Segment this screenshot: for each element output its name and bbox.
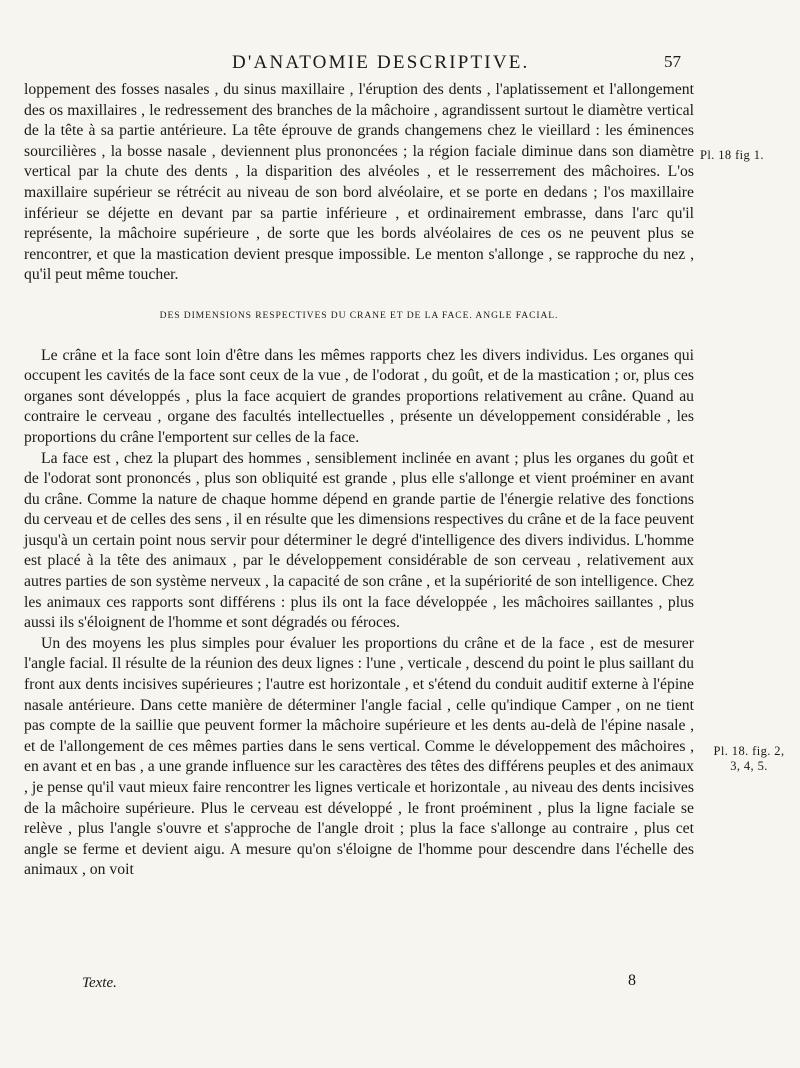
signature-number: 8	[628, 972, 636, 989]
paragraph: La face est , chez la plupart des hommes , sensiblement inclinée en avant ; plus les organes du goût et de l'odorat sont prononcés , plus son obliquité est grande , plus elle s'allonge et vient proéminer en avant du crâne. Comme la nature de chaque homme dépend en grande partie de l'énergie relative des fonctions du cerveau et de celles des sens , il en résulte que les dimensions respectives du crâne et de la face peuvent jusqu'à un certain point nous servir pour déterminer le degré d'intelligence des divers individus. L'homme est placé à la tête des animaux , par le développement considérable de son cerveau , relativement aux autres parties de son système nerveux , la capacité de son crâne , et la supériorité de son intelligence. Chez les animaux ces rapports sont différens : plus ils ont la face développée , les mâchoires saillantes , plus aussi ils s'éloignent de l'homme et sont dégradés ou féroces.	[24, 449, 694, 632]
running-title: D'ANATOMIE DESCRIPTIVE.	[232, 52, 530, 73]
section-heading: DES DIMENSIONS RESPECTIVES DU CRANE ET DE LA FACE. ANGLE FACIAL.	[159, 309, 559, 321]
paragraph: loppement des fosses nasales , du sinus maxillaire , l'éruption des dents , l'aplatissement et l'allongement des os maxillaires , le redressement des branches de la mâchoire , agrandissent surtout le diamètre vertical de la tête à sa partie antérieure. La tête éprouve de grands changemens chez le vieillard : les éminences sourcilières , la bosse nasale , deviennent plus prononcées ; la région faciale diminue dans son diamètre vertical par la chute des dents , la disparition des alvéoles , et le resserrement des mâchoires. L'os maxillaire supérieur se rétrécit au niveau de son bord alvéolaire, et se porte en dedans ; l'os maxillaire inférieur se déjette en devant par sa partie inférieure , et ordinairement embrasse, dans l'arc qu'il représente, la mâchoire supérieure , de sorte que les bords alvéolaires de ces os ne peuvent plus se rencontrer, et que la mastication devient presque impossible. Le menton s'allonge , se rapproche du nez , qu'il peut même toucher.	[24, 81, 694, 284]
page-number: 57	[664, 52, 681, 71]
margin-note	[700, 744, 798, 774]
margin-note-line: Pl. 18. fig. 2,	[713, 744, 785, 758]
paragraph: Le crâne et la face sont loin d'être dans les mêmes rapports chez les divers individus. Les organes qui occupent les cavités de la face sont ceux de la vue , de l'odorat , du goût, et de la mastication ; or, plus ces organes sont développés , plus la face acquiert de grandes proportions relativement au crâne. Quand au contraire le cerveau , organe des facultés intellectuelles , présente un développement considérable , les proportions du crâne l'emportent sur celles de la face.	[24, 346, 694, 446]
body-text	[24, 80, 694, 881]
running-head	[0, 52, 800, 76]
margin-note-line: 3, 4, 5.	[730, 759, 768, 773]
paragraph: Un des moyens les plus simples pour évaluer les proportions du crâne et de la face , est de mesurer l'angle facial. Il résulte de la réunion des deux lignes : l'une , verticale , descend du point le plus saillant du front aux dents incisives supérieures ; l'autre est horizontale , et s'étend du conduit auditif externe à l'épine nasale antérieure. Dans cette manière de déterminer l'angle facial , celle qu'indique Camper , on ne tient pas compte de la saillie que peuvent former la mâchoire supérieure et les dents au-delà de l'épine nasale , et de l'allongement de ces mêmes parties dans le sens vertical. Comme le développement des mâchoires , en avant et en bas , a une grande influence sur les caractères des têtes des différens peuples et des animaux , je pense qu'il vaut mieux faire rencontrer les lignes verticale et horizontale , au niveau des dents incisives de la mâchoire supérieure. Plus le cerveau est développé , le front proéminent , plus la ligne faciale se relève , plus l'angle s'ouvre et s'approche de l'angle droit ; plus la face s'allonge au contraire , plus cet angle se ferme et devient aigu. A mesure qu'on s'éloigne de l'homme pour descendre dans l'échelle des animaux , on voit	[24, 634, 694, 879]
margin-note: Pl. 18 fig 1.	[700, 148, 764, 162]
signature-mark: Texte.	[82, 975, 117, 991]
